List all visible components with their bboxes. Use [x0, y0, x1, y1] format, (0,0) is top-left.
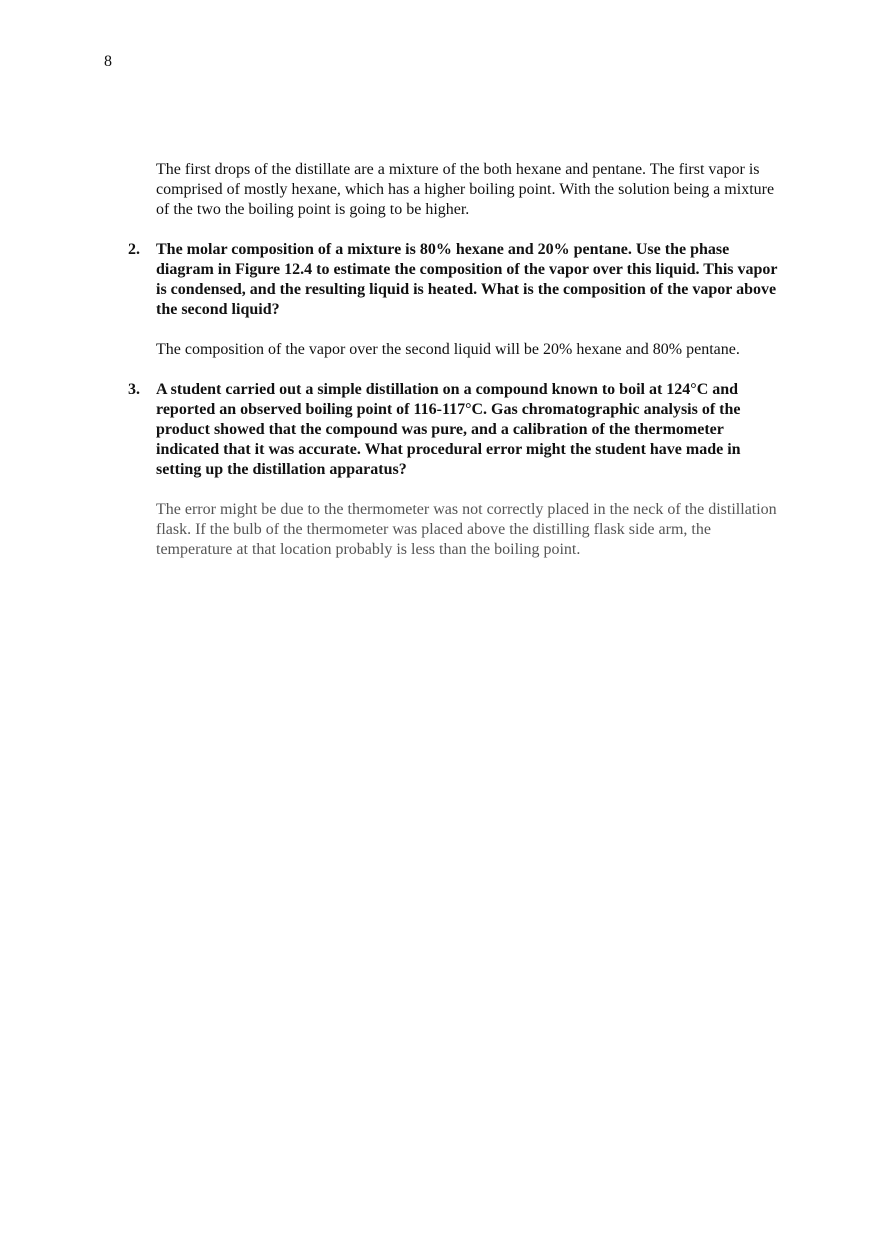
spacer [156, 360, 780, 380]
question-number: 2. [128, 241, 140, 258]
question-item-2 [128, 240, 780, 360]
question-text: The molar composition of a mixture is 80% hexane and 20% pentane. Use the phase diagram in Figure 12.4 to estimate the composition of the vapor over this liquid. This vapor is condensed, and the resulting liquid is heated. What is the composition of the vapor above the second liquid? [156, 241, 778, 318]
question-number: 3. [128, 381, 140, 398]
page-content [128, 160, 780, 560]
spacer [156, 480, 780, 500]
answer-text: The composition of the vapor over the second liquid will be 20% hexane and 80% pentane. [156, 341, 740, 358]
spacer [156, 320, 780, 340]
page-number: 8 [104, 53, 112, 70]
question-item-3 [128, 380, 780, 560]
answer-text: The error might be due to the thermometer was not correctly placed in the neck of the distillation flask. If the bulb of the thermometer was placed above the distilling flask side arm, the temperature at that location probably is less than the boiling point. [156, 501, 777, 558]
intro-answer: The first drops of the distillate are a mixture of the both hexane and pentane. The first vapor is comprised of mostly hexane, which has a higher boiling point. With the solution being a mixture of the two the boiling point is going to be higher. [156, 161, 775, 218]
question-text: A student carried out a simple distillation on a compound known to boil at 124°C and reported an observed boiling point of 116-117°C. Gas chromatographic analysis of the product showed that the compound was pure, and a calibration of the thermometer indicated that it was accurate. What procedural error might the student have made in setting up the distillation apparatus? [156, 381, 741, 478]
spacer [156, 220, 780, 240]
